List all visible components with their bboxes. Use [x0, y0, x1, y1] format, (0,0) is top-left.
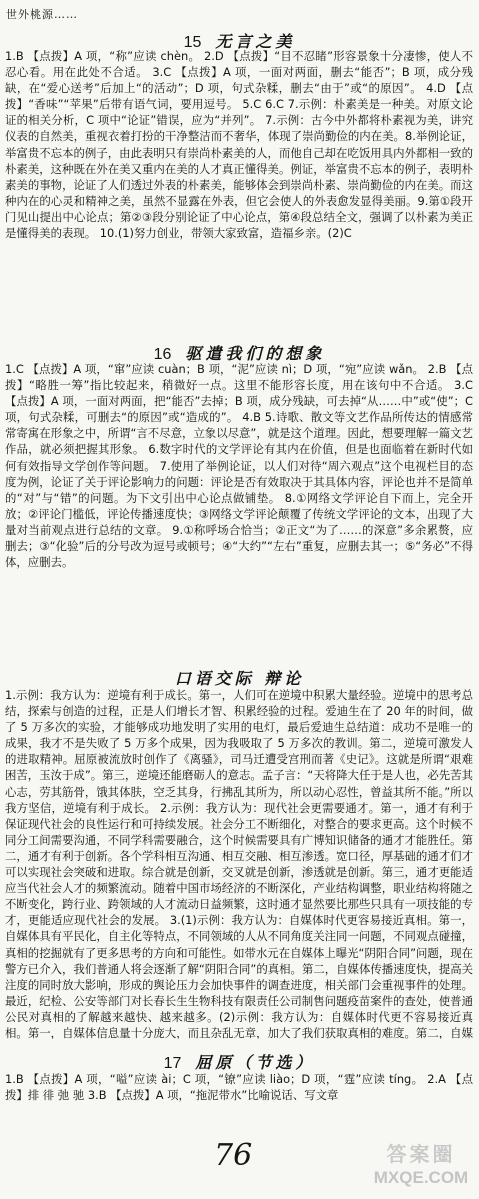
watermark-text: 答案圈	[386, 1144, 456, 1166]
page-number: 76	[214, 1138, 253, 1173]
section-15-answers	[5, 48, 473, 335]
series-title: 世外桃源……	[6, 8, 78, 21]
section-name: 屈原（节选）	[195, 1053, 316, 1072]
section-number: 15	[183, 34, 202, 51]
section-number: 16	[153, 346, 172, 363]
section-17-title	[0, 1050, 479, 1073]
watermark-logo	[368, 1138, 474, 1192]
section-name: 驱遣我们的想象	[185, 344, 326, 363]
answer-text: 1.B 【点拨】A 项，“嗌”应读 ài；C 项，“镣”应读 liào；D 项，“霆”应读 tíng。 2.A 【点拨】排 徘 弛 驰 3.B 【点拨】A 项，“拖泥带水”比喻说话、写文章	[5, 1072, 473, 1103]
section-17-answers	[5, 1071, 473, 1105]
section-name: 口语交际 辩论	[174, 669, 305, 688]
answer-text: 1.C 【点拨】A 项，“窜”应读 cuàn；B 项，“泥”应读 nì；D 项，“宛”应读 wǎn。 2.B 【点拨】“略胜一筹”指比较起来，稍微好一点。这里不能形容长度，用在该句中不合适。 3.C 【点拨】A 项，一面对两面，把“能否”去掉；B 项，成分残缺，可去掉“从……中”或“使”；C 项，句式杂糅，可删去“的原因”或“造成的”。 4.B 5.诗歌、散文等文艺作品所传达的情感常常寄寓在形象之中，所谓“言不尽意，立象以尽意”，就是这个道理。因此，想要理解一篇文艺作品，就必须把握其形象。 6.数字时代的文学评论有其内在价值，但是也面临着在新时代如何有效指导文学创作等问题。 7.使用了举例论证，以人们对待“周六观点”这个电视栏目的态度为例，论证了关于评论影响力的问题：评论是否有效取决于其具体内容，评论也并不是简单的“对”与“错”的问题。为下文引出中心论点做铺垫。 8.①网络文学评论自下而上，完全开放；②评论门槛低，评论传播速度快；③网络文学评论颠覆了传统文学评论的文本，出现了大量对当前观点进行总结的文章。 9.①称呼场合恰当；②正文“为了……的深意”多余累赘，应删去；③“化验”后的分号改为逗号或顿号；④“大约”“左右”重复，应删去其一；⑤“务必”不得体，应删去。	[5, 362, 473, 570]
section-number: 17	[163, 1055, 182, 1072]
section-16-answers	[5, 361, 473, 657]
watermark-url: MXQE.COM	[373, 1168, 469, 1187]
oral-debate-title	[0, 666, 479, 689]
answer-text: 1.示例：我方认为：逆境有利于成长。第一，人们可在逆境中积累大量经验。逆境中的思考总结，探索与创造的过程，正是人们增长才智、积累经验的过程。爱迪生在了 20 年的时间，做了 5 万多次的实验，才能够成功地发明了实用的电灯，最后爱迪生总结道：成功不是唯一的成果，我才不是失败了 5 万多个成果，因为我吸取了 5 万多次的教训。第二，逆境可激发人的进取精神。屈原被流放时创作了《离骚》，司马迁遭受宫刑而著《史记》。这就是所谓“艰难困苦，玉汝于成”。第三，逆境还能磨砺人的意志。孟子言：“天将降大任于是人也，必先苦其心志，劳其筋骨，饿其体肤，空乏其身，行拂乱其所为，所以动心忍性，曾益其所不能。”所以我方坚信，逆境有利于成长。 2.示例：我方认为：现代社会更需要通才。第一，通才有利于保证现代社会的良性运行和可持续发展。社会分工不断细化，对整合的要求更高。这个时候不同分工间需要沟通，不同学科需要融合，这个时候需要具有广博知识储备的通才才能胜任。第二，通才有利于创新。各个学科相互沟通、相互交融、相互渗透。宽口径，厚基础的通才们才可以实现社会突破和进取。综合就是创新，交叉就是创新，渗透就是创新。第三，通才更能适应当代社会人才的频繁流动。随着中国市场经济的不断深化，产业结构调整，职业结构将随之不断变化，跨行业、跨领域的人才流动日益频繁，这时通才显然要比那些只具有一项技能的专才，更能适应现代社会的发展。 3.(1)示例：我方认为：自媒体时代更容易接近真相。第一，自媒体具有平民化，自主化等特点，不同领域的人从不同角度关注同一问题，不同观点碰撞，真相的挖掘就有了更多思考的方向和可能性。如带水元在自媒体上曝光“阴阳合同”问题，现在警方已介入，我们普通人将会逐渐了解“阴阳合同”的真相。第二，自媒体传播速度快，提高关注度的同时放大影响，形成的舆论压力会加快事件的调查进度，相关部门会重视事件的处理。最近，纪检、公安等部门对长春长生生物科技有限责任公司制售问题疫苗案件的查处，使普通公民对真相的了解越来越快、越来越多。(2)示例：我方认为：自媒体时代更不容易接近真相。第一，自媒体信息量十分庞大，而且杂乱无章，加大了我们获取真相的难度。第二，自媒	[5, 688, 473, 1039]
answer-text: 1.B 【点拨】A 项，“称”应读 chèn。 2.D 【点拨】“目不忍睹”形容景象十分凄惨，使人不忍心看。用在此处不合适。 3.C 【点拨】A 项，一面对两面，删去“能否”；B 项，成分残缺，在“爱心送考”后加上“的活动”；D 项，句式杂糅，删去“由于”或“的原因”。 4.D 【点拨】“香味”“苹果”后带有语气词，要用逗号。 5.C 6.C 7.示例：朴素美是一种美。对原文论证的相关分析，C 项中“论证”错误，应为“并列”。 7.示例：古今中外都将朴素视为美，讲究仪表的自然美，重视衣着打扮的干净整洁而不奢华，体现了崇尚勤俭的内在美。8.举例论证，举富贵不忘本的例子，由此表明只有崇尚朴素美的人，而他自己却在吃饭用具内外都相一致的朴素美，这种既在外在美又重内在美的人才真正懂得美。例证，举富贵不忘本的例子，表明朴素美的事物，论证了人们透过外表的朴素美，能够体会到崇尚朴素、崇尚勤俭的内在美。而这种内在的心灵和精神之美，虽然不显露在外表，但它会使人的外表愈发显得美丽。9.第①段开门见山提出中心论点；第②③段分别论证了中心论点，第④段总结全文，强调了以朴素为美正是懂得美的表现。 10.(1)努力创业，带领大家致富，造福乡亲。(2)C	[5, 49, 473, 241]
section-name: 无言之美	[215, 32, 296, 51]
oral-debate-answers	[5, 687, 473, 1039]
